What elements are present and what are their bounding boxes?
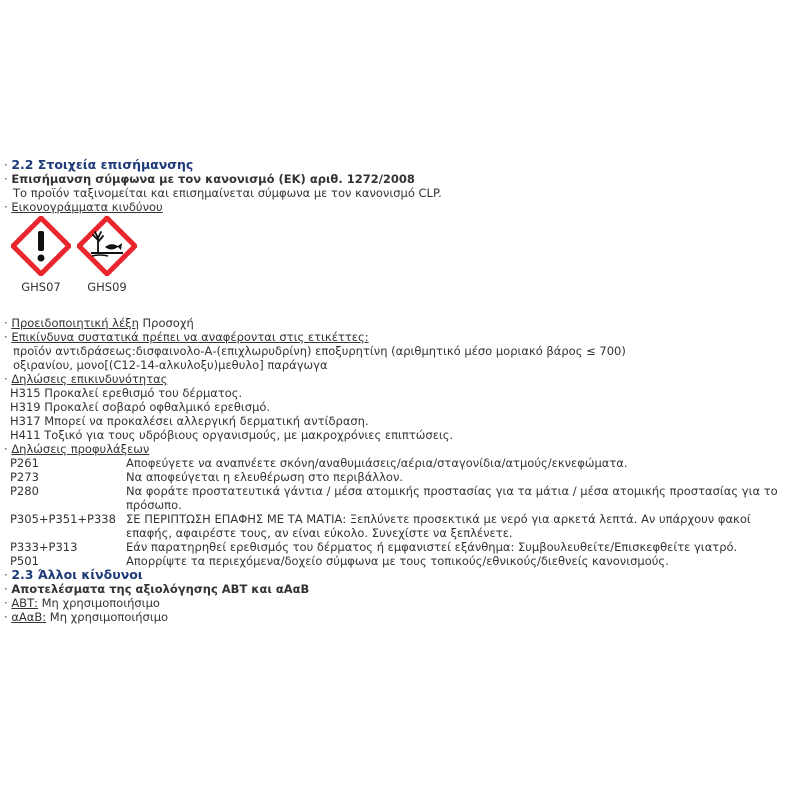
precaution-code: P333+P313 [10, 540, 78, 554]
hazard-statement: H319 Προκαλεί σοβαρό οφθαλμικό ερεθισμό. [10, 400, 271, 414]
pictograms-label: · Εικονογράμματα κινδύνου [4, 200, 163, 214]
precaution-text: ΣΕ ΠΕΡΙΠΤΩΣΗ ΕΠΑΦΗΣ ΜΕ ΤΑ ΜΑΤΙΑ: Ξεπλύνετε προσεκτικά με νερό για αρκετά λεπτά. Αν υπάρχουν φακοί επαφής, αφαιρέστε τους, αν είναι εύκολο. Συνεχίστε να ξεπλένετε. [126, 512, 751, 540]
precaution-code: P280 [10, 484, 39, 498]
hazard-statement: H315 Προκαλεί ερεθισμό του δέρματος. [10, 386, 243, 400]
section-2-2-heading: · 2.2 Στοιχεία επισήμανσης [4, 157, 194, 172]
precaution-row [4, 484, 794, 512]
precaution-row [4, 512, 794, 540]
precaution-row [4, 540, 794, 554]
signal-word: · Προειδοποιητική λέξη Προσοχή [4, 316, 194, 330]
pictogram-ghs09 [76, 216, 138, 308]
hazard-statement: H411 Τοξικό για τους υδρόβιους οργανισμούς, με μακροχρόνιες επιπτώσεις. [10, 428, 454, 442]
regulation-heading: · Επισήμανση σύμφωνα με τον κανονισμό (ΕΚ) αριθ. 1272/2008 [4, 172, 415, 186]
precaution-label: · Δηλώσεις προφυλάξεων [4, 442, 150, 456]
exclamation-mark-icon [11, 216, 71, 276]
aaab-row: · αΑαΒ: Μη χρησιμοποιήσιμο [4, 610, 169, 624]
environment-icon [77, 216, 137, 276]
precaution-code: P273 [10, 470, 39, 484]
section-2-3-heading: · 2.3 Άλλοι κίνδυνοι [4, 567, 143, 582]
pictogram-code: GHS07 [21, 280, 61, 294]
precaution-text: Αποφεύγετε να αναπνέετε σκόνη/αναθυμιάσεις/αέρια/σταγονίδια/ατμούς/εκνεφώματα. [126, 456, 628, 470]
pictogram-ghs07 [10, 216, 72, 308]
component-line: προϊόν αντιδράσεως:δισφαινολο-Α-(επιχλωρυδρίνη) εποξυρητίνη (αριθμητικό μέσο μοριακό βάρος ≤ 700) [13, 344, 626, 358]
component-line: οξιρανίου, μονο[(C12-14-αλκυλοξυ)μεθυλο] παράγωγα [13, 358, 328, 372]
hazard-label: · Δηλώσεις επικινδυνότητας [4, 372, 168, 386]
sds-section-2 [4, 158, 794, 624]
assessment-heading: · Αποτελέσματα της αξιολόγησης ΑΒΤ και αΑαΒ [4, 582, 310, 596]
pictogram-row [10, 216, 794, 308]
precaution-text: Να αποφεύγεται η ελευθέρωση στο περιβάλλον. [126, 470, 404, 484]
pictogram-code: GHS09 [87, 280, 127, 294]
precaution-code: P305+P351+P338 [10, 512, 116, 526]
hazard-statement: H317 Μπορεί να προκαλέσει αλλεργική δερματική αντίδραση. [10, 414, 369, 428]
regulation-text: Το προϊόν ταξινομείται και επισημαίνεται σύμφωνα με τον κανονισμό CLP. [13, 186, 442, 200]
precaution-code: P261 [10, 456, 39, 470]
precaution-text: Εάν παρατηρηθεί ερεθισμός του δέρματος ή εμφανιστεί εξάνθημα: Συμβουλευθείτε/Επισκεφθείτε γιατρό. [126, 540, 738, 554]
components-label: · Επικίνδυνα συστατικά πρέπει να αναφέρονται στις ετικέττες: [4, 330, 369, 344]
precaution-row [4, 456, 794, 470]
precaution-text: Να φοράτε προστατευτικά γάντια / μέσα ατομικής προστασίας για τα μάτια / μέσα ατομικής προστασίας για το πρόσωπο. [126, 484, 778, 512]
abt-row: · ΑΒΤ: Μη χρησιμοποιήσιμο [4, 596, 160, 610]
precaution-code: P501 [10, 554, 39, 568]
precaution-row [4, 470, 794, 484]
precaution-text: Απορρίψτε τα περιεχόμενα/δοχείο σύμφωνα με τους τοπικούς/εθνικούς/διεθνείς κανονισμούς. [126, 554, 669, 568]
precaution-row [4, 554, 794, 568]
